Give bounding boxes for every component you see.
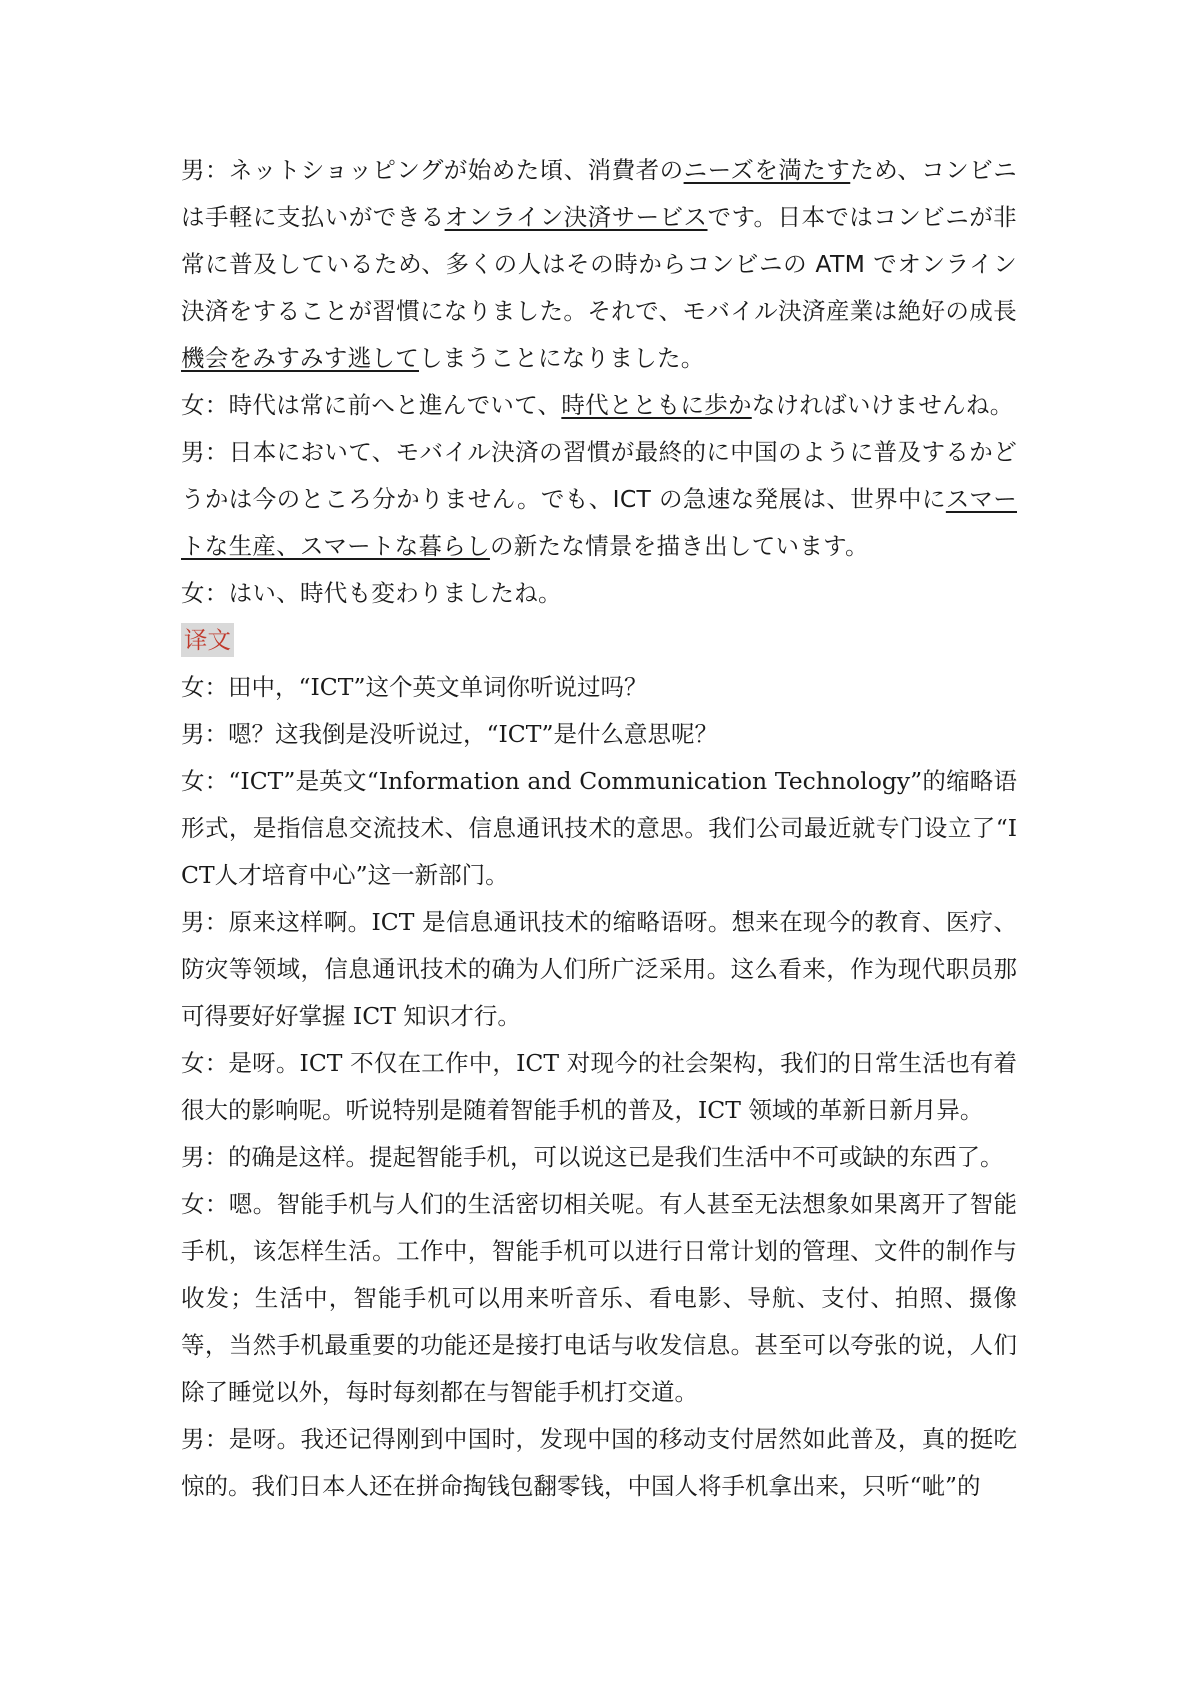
chinese-line: 男：是呀。我还记得刚到中国时，发现中国的移动支付居然如此普及，真的挺吃惊的。我们日本人还在拼命掏钱包翻零钱，中国人将手机拿出来，只听“呲”的: [181, 1425, 1017, 1500]
underlined-phrase: 時代とともに歩か: [561, 391, 752, 419]
japanese-dialogue: [181, 147, 1017, 617]
underlined-phrase: 機会をみすみす逃して: [181, 344, 419, 372]
chinese-line: 女：“ICT”是英文“Information and Communication Technology”的缩略语形式，是指信息交流技术、信息通讯技术的意思。我们公司最近就专门设立了“ICT人才培育中心”这一新部门。: [181, 767, 1017, 889]
text-segment: 男：ネットショッピングが始めた頃、消費者の: [181, 156, 684, 184]
text-segment: 女：はい、時代も変わりましたね。: [181, 579, 562, 607]
japanese-line: [181, 570, 1017, 617]
text-segment: 女：時代は常に前へと進んでいて、: [181, 391, 562, 419]
chinese-line: 女：是呀。ICT 不仅在工作中，ICT 对现今的社会架构，我们的日常生活也有着很大的影响呢。听说特别是随着智能手机的普及，ICT 领域的革新日新月异。: [181, 1049, 1017, 1124]
text-segment: の新たな情景を描き出しています。: [489, 532, 869, 560]
underlined-phrase: ニーズを満たす: [683, 156, 851, 184]
chinese-line: 男：原来这样啊。ICT 是信息通讯技术的缩略语呀。想来在现今的教育、医疗、防灾等领域，信息通讯技术的确为人们所广泛采用。这么看来，作为现代职员那可得要好好掌握 ICT 知识才行。: [181, 908, 1017, 1030]
japanese-line: [181, 147, 1017, 382]
japanese-line: [181, 382, 1017, 429]
translation-section-label: 译文: [181, 623, 234, 657]
underlined-phrase: オンライン決済サービス: [444, 203, 708, 231]
document-page: [181, 147, 1017, 1510]
chinese-line: 男：嗯？这我倒是没听说过，“ICT”是什么意思呢？: [181, 720, 718, 748]
translation-label-row: [181, 617, 1017, 664]
japanese-line: [181, 429, 1017, 570]
text-segment: 男：日本において、モバイル決済の習慣が最終的に中国のように普及するかどうかは今のところ分かりません。でも、ICT の急速な発展は、世界中に: [181, 438, 1017, 513]
underlined-phrase: スマートな生産、スマートな暮らし: [181, 485, 1017, 560]
chinese-line: 女：嗯。智能手机与人们的生活密切相关呢。有人甚至无法想象如果离开了智能手机，该怎样生活。工作中，智能手机可以进行日常计划的管理、文件的制作与收发；生活中，智能手机可以用来听音乐、看电影、导航、支付、拍照、摄像等，当然手机最重要的功能还是接打电话与收发信息。甚至可以夸张的说，人们除了睡觉以外，每时每刻都在与智能手机打交道。: [181, 1190, 1017, 1406]
text-segment: なければいけませんね。: [751, 391, 1014, 419]
text-segment: です。日本ではコンビニが非常に普及しているため、多くの人はその時からコンビニの ATM でオンライン決済をすることが習慣になりました。それで、モバイル決済産業は絶好の成長: [181, 203, 1017, 325]
text-segment: しまうことになりました。: [419, 344, 705, 372]
chinese-translation: [181, 664, 1017, 1510]
text-segment: ため、コンビニは手軽に支払いができる: [181, 156, 1017, 231]
chinese-line: 男：的确是这样。提起智能手机，可以说这已是我们生活中不可或缺的东西了。: [181, 1143, 1004, 1171]
chinese-line: 女：田中，“ICT”这个英文单词你听说过吗？: [181, 673, 648, 701]
